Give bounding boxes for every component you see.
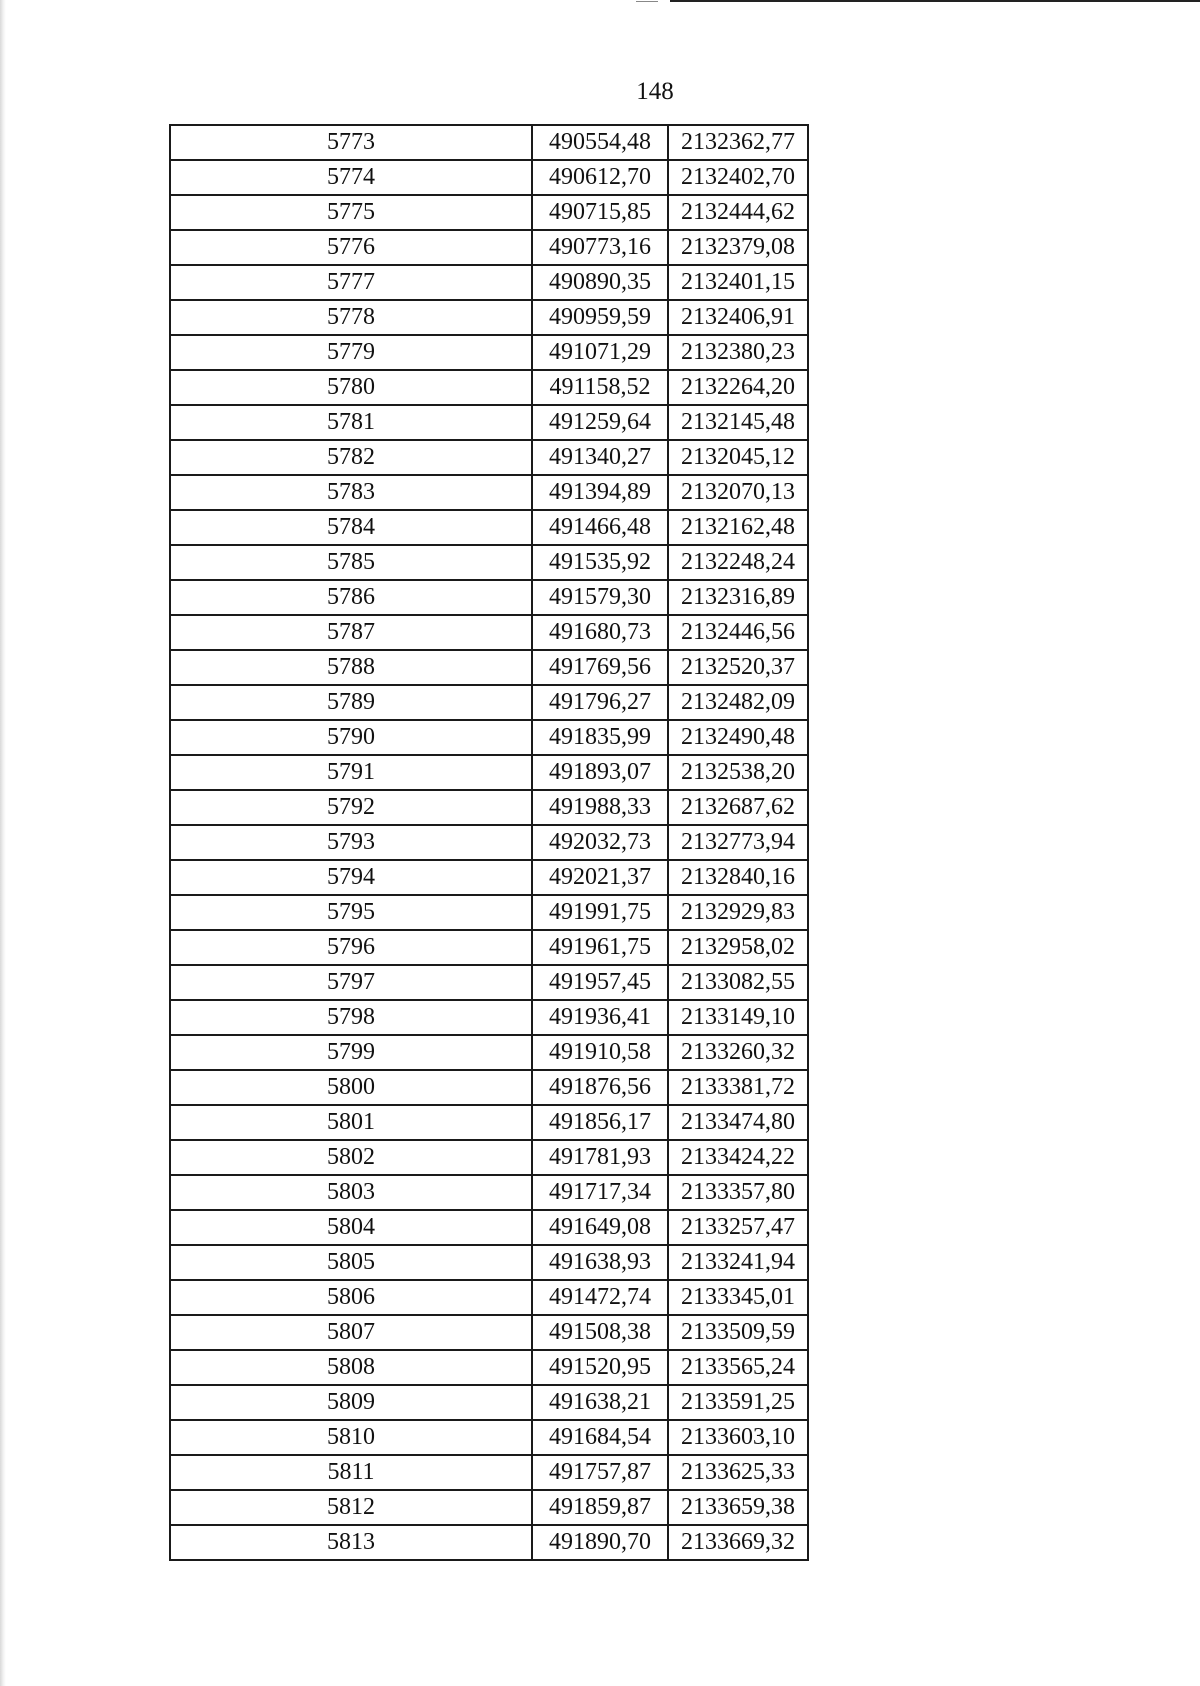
x-coordinate-cell: 491520,95 — [532, 1350, 668, 1385]
point-number-cell: 5807 — [170, 1315, 532, 1350]
x-coordinate-cell: 491472,74 — [532, 1280, 668, 1315]
table-row — [170, 160, 808, 195]
point-number-cell: 5801 — [170, 1105, 532, 1140]
table-row — [170, 195, 808, 230]
point-number-cell: 5803 — [170, 1175, 532, 1210]
y-coordinate-cell: 2132379,08 — [668, 230, 808, 265]
table-row — [170, 335, 808, 370]
point-number-cell: 5791 — [170, 755, 532, 790]
y-coordinate-cell: 2133260,32 — [668, 1035, 808, 1070]
x-coordinate-cell: 491859,87 — [532, 1490, 668, 1525]
point-number-cell: 5808 — [170, 1350, 532, 1385]
table-row — [170, 475, 808, 510]
y-coordinate-cell: 2132162,48 — [668, 510, 808, 545]
table-row — [170, 1070, 808, 1105]
x-coordinate-cell: 491936,41 — [532, 1000, 668, 1035]
table-row — [170, 1455, 808, 1490]
table-row — [170, 265, 808, 300]
y-coordinate-cell: 2133591,25 — [668, 1385, 808, 1420]
table-row — [170, 720, 808, 755]
x-coordinate-cell: 491259,64 — [532, 405, 668, 440]
x-coordinate-cell: 491769,56 — [532, 650, 668, 685]
point-number-cell: 5790 — [170, 720, 532, 755]
point-number-cell: 5787 — [170, 615, 532, 650]
table-row — [170, 405, 808, 440]
point-number-cell: 5781 — [170, 405, 532, 440]
point-number-cell: 5797 — [170, 965, 532, 1000]
x-coordinate-cell: 491579,30 — [532, 580, 668, 615]
y-coordinate-cell: 2133082,55 — [668, 965, 808, 1000]
x-coordinate-cell: 491680,73 — [532, 615, 668, 650]
x-coordinate-cell: 491890,70 — [532, 1525, 668, 1560]
point-number-cell: 5812 — [170, 1490, 532, 1525]
point-number-cell: 5789 — [170, 685, 532, 720]
table-row — [170, 1420, 808, 1455]
table-row — [170, 930, 808, 965]
table-row — [170, 440, 808, 475]
x-coordinate-cell: 490612,70 — [532, 160, 668, 195]
table-row — [170, 650, 808, 685]
y-coordinate-cell: 2133659,38 — [668, 1490, 808, 1525]
x-coordinate-cell: 491717,34 — [532, 1175, 668, 1210]
table-row — [170, 1210, 808, 1245]
y-coordinate-cell: 2132045,12 — [668, 440, 808, 475]
point-number-cell: 5804 — [170, 1210, 532, 1245]
point-number-cell: 5773 — [170, 125, 532, 160]
x-coordinate-cell: 490773,16 — [532, 230, 668, 265]
point-number-cell: 5777 — [170, 265, 532, 300]
y-coordinate-cell: 2132380,23 — [668, 335, 808, 370]
y-coordinate-cell: 2133381,72 — [668, 1070, 808, 1105]
y-coordinate-cell: 2132264,20 — [668, 370, 808, 405]
x-coordinate-cell: 491910,58 — [532, 1035, 668, 1070]
top-rule-mark — [636, 1, 658, 2]
x-coordinate-cell: 491961,75 — [532, 930, 668, 965]
point-number-cell: 5805 — [170, 1245, 532, 1280]
table-row — [170, 1490, 808, 1525]
x-coordinate-cell: 491835,99 — [532, 720, 668, 755]
y-coordinate-cell: 2133669,32 — [668, 1525, 808, 1560]
table-row — [170, 1245, 808, 1280]
table-row — [170, 300, 808, 335]
y-coordinate-cell: 2133474,80 — [668, 1105, 808, 1140]
x-coordinate-cell: 490890,35 — [532, 265, 668, 300]
y-coordinate-cell: 2133424,22 — [668, 1140, 808, 1175]
point-number-cell: 5778 — [170, 300, 532, 335]
point-number-cell: 5813 — [170, 1525, 532, 1560]
point-number-cell: 5774 — [170, 160, 532, 195]
table-row — [170, 790, 808, 825]
x-coordinate-cell: 491535,92 — [532, 545, 668, 580]
y-coordinate-cell: 2132538,20 — [668, 755, 808, 790]
x-coordinate-cell: 491781,93 — [532, 1140, 668, 1175]
y-coordinate-cell: 2132248,24 — [668, 545, 808, 580]
y-coordinate-cell: 2133149,10 — [668, 1000, 808, 1035]
x-coordinate-cell: 491638,93 — [532, 1245, 668, 1280]
x-coordinate-cell: 491071,29 — [532, 335, 668, 370]
x-coordinate-cell: 491856,17 — [532, 1105, 668, 1140]
point-number-cell: 5795 — [170, 895, 532, 930]
y-coordinate-cell: 2132773,94 — [668, 825, 808, 860]
x-coordinate-cell: 490554,48 — [532, 125, 668, 160]
table-row — [170, 965, 808, 1000]
y-coordinate-cell: 2133345,01 — [668, 1280, 808, 1315]
y-coordinate-cell: 2133257,47 — [668, 1210, 808, 1245]
x-coordinate-cell: 491684,54 — [532, 1420, 668, 1455]
table-row — [170, 1315, 808, 1350]
point-number-cell: 5811 — [170, 1455, 532, 1490]
table-row — [170, 510, 808, 545]
x-coordinate-cell: 491757,87 — [532, 1455, 668, 1490]
table-row — [170, 1385, 808, 1420]
y-coordinate-cell: 2132406,91 — [668, 300, 808, 335]
point-number-cell: 5779 — [170, 335, 532, 370]
table-row — [170, 1525, 808, 1560]
point-number-cell: 5796 — [170, 930, 532, 965]
table-row — [170, 1350, 808, 1385]
x-coordinate-cell: 491649,08 — [532, 1210, 668, 1245]
point-number-cell: 5776 — [170, 230, 532, 265]
table-row — [170, 370, 808, 405]
x-coordinate-cell: 491876,56 — [532, 1070, 668, 1105]
x-coordinate-cell: 491957,45 — [532, 965, 668, 1000]
point-number-cell: 5788 — [170, 650, 532, 685]
x-coordinate-cell: 491508,38 — [532, 1315, 668, 1350]
point-number-cell: 5786 — [170, 580, 532, 615]
table-row — [170, 1035, 808, 1070]
page-number: 148 — [636, 78, 674, 105]
y-coordinate-cell: 2133565,24 — [668, 1350, 808, 1385]
y-coordinate-cell: 2133603,10 — [668, 1420, 808, 1455]
x-coordinate-cell: 490959,59 — [532, 300, 668, 335]
point-number-cell: 5785 — [170, 545, 532, 580]
y-coordinate-cell: 2133357,80 — [668, 1175, 808, 1210]
table-row — [170, 580, 808, 615]
y-coordinate-cell: 2132444,62 — [668, 195, 808, 230]
point-number-cell: 5806 — [170, 1280, 532, 1315]
y-coordinate-cell: 2132958,02 — [668, 930, 808, 965]
table-row — [170, 545, 808, 580]
table-row — [170, 1175, 808, 1210]
point-number-cell: 5809 — [170, 1385, 532, 1420]
table-row — [170, 1140, 808, 1175]
table-row — [170, 1280, 808, 1315]
y-coordinate-cell: 2132520,37 — [668, 650, 808, 685]
top-rule — [670, 0, 1200, 2]
y-coordinate-cell: 2132145,48 — [668, 405, 808, 440]
y-coordinate-cell: 2132362,77 — [668, 125, 808, 160]
x-coordinate-cell: 491466,48 — [532, 510, 668, 545]
table-row — [170, 125, 808, 160]
table-row — [170, 755, 808, 790]
x-coordinate-cell: 492032,73 — [532, 825, 668, 860]
y-coordinate-cell: 2132482,09 — [668, 685, 808, 720]
point-number-cell: 5784 — [170, 510, 532, 545]
point-number-cell: 5794 — [170, 860, 532, 895]
y-coordinate-cell: 2132929,83 — [668, 895, 808, 930]
table-row — [170, 895, 808, 930]
point-number-cell: 5783 — [170, 475, 532, 510]
y-coordinate-cell: 2132401,15 — [668, 265, 808, 300]
x-coordinate-cell: 491340,27 — [532, 440, 668, 475]
point-number-cell: 5793 — [170, 825, 532, 860]
point-number-cell: 5782 — [170, 440, 532, 475]
y-coordinate-cell: 2132070,13 — [668, 475, 808, 510]
point-number-cell: 5802 — [170, 1140, 532, 1175]
y-coordinate-cell: 2132316,89 — [668, 580, 808, 615]
table-row — [170, 825, 808, 860]
point-number-cell: 5799 — [170, 1035, 532, 1070]
point-number-cell: 5780 — [170, 370, 532, 405]
y-coordinate-cell: 2133625,33 — [668, 1455, 808, 1490]
table-row — [170, 230, 808, 265]
y-coordinate-cell: 2132402,70 — [668, 160, 808, 195]
coordinates-table — [169, 124, 809, 1561]
scan-edge — [0, 0, 6, 1686]
x-coordinate-cell: 490715,85 — [532, 195, 668, 230]
x-coordinate-cell: 491394,89 — [532, 475, 668, 510]
x-coordinate-cell: 491988,33 — [532, 790, 668, 825]
y-coordinate-cell: 2132446,56 — [668, 615, 808, 650]
y-coordinate-cell: 2133241,94 — [668, 1245, 808, 1280]
point-number-cell: 5810 — [170, 1420, 532, 1455]
y-coordinate-cell: 2133509,59 — [668, 1315, 808, 1350]
point-number-cell: 5792 — [170, 790, 532, 825]
point-number-cell: 5800 — [170, 1070, 532, 1105]
table-body — [170, 125, 808, 1560]
x-coordinate-cell: 491991,75 — [532, 895, 668, 930]
table-row — [170, 1105, 808, 1140]
x-coordinate-cell: 491158,52 — [532, 370, 668, 405]
y-coordinate-cell: 2132490,48 — [668, 720, 808, 755]
table-row — [170, 860, 808, 895]
table-row — [170, 685, 808, 720]
x-coordinate-cell: 491893,07 — [532, 755, 668, 790]
x-coordinate-cell: 491638,21 — [532, 1385, 668, 1420]
x-coordinate-cell: 491796,27 — [532, 685, 668, 720]
point-number-cell: 5798 — [170, 1000, 532, 1035]
table-row — [170, 1000, 808, 1035]
y-coordinate-cell: 2132687,62 — [668, 790, 808, 825]
table-row — [170, 615, 808, 650]
point-number-cell: 5775 — [170, 195, 532, 230]
x-coordinate-cell: 492021,37 — [532, 860, 668, 895]
y-coordinate-cell: 2132840,16 — [668, 860, 808, 895]
